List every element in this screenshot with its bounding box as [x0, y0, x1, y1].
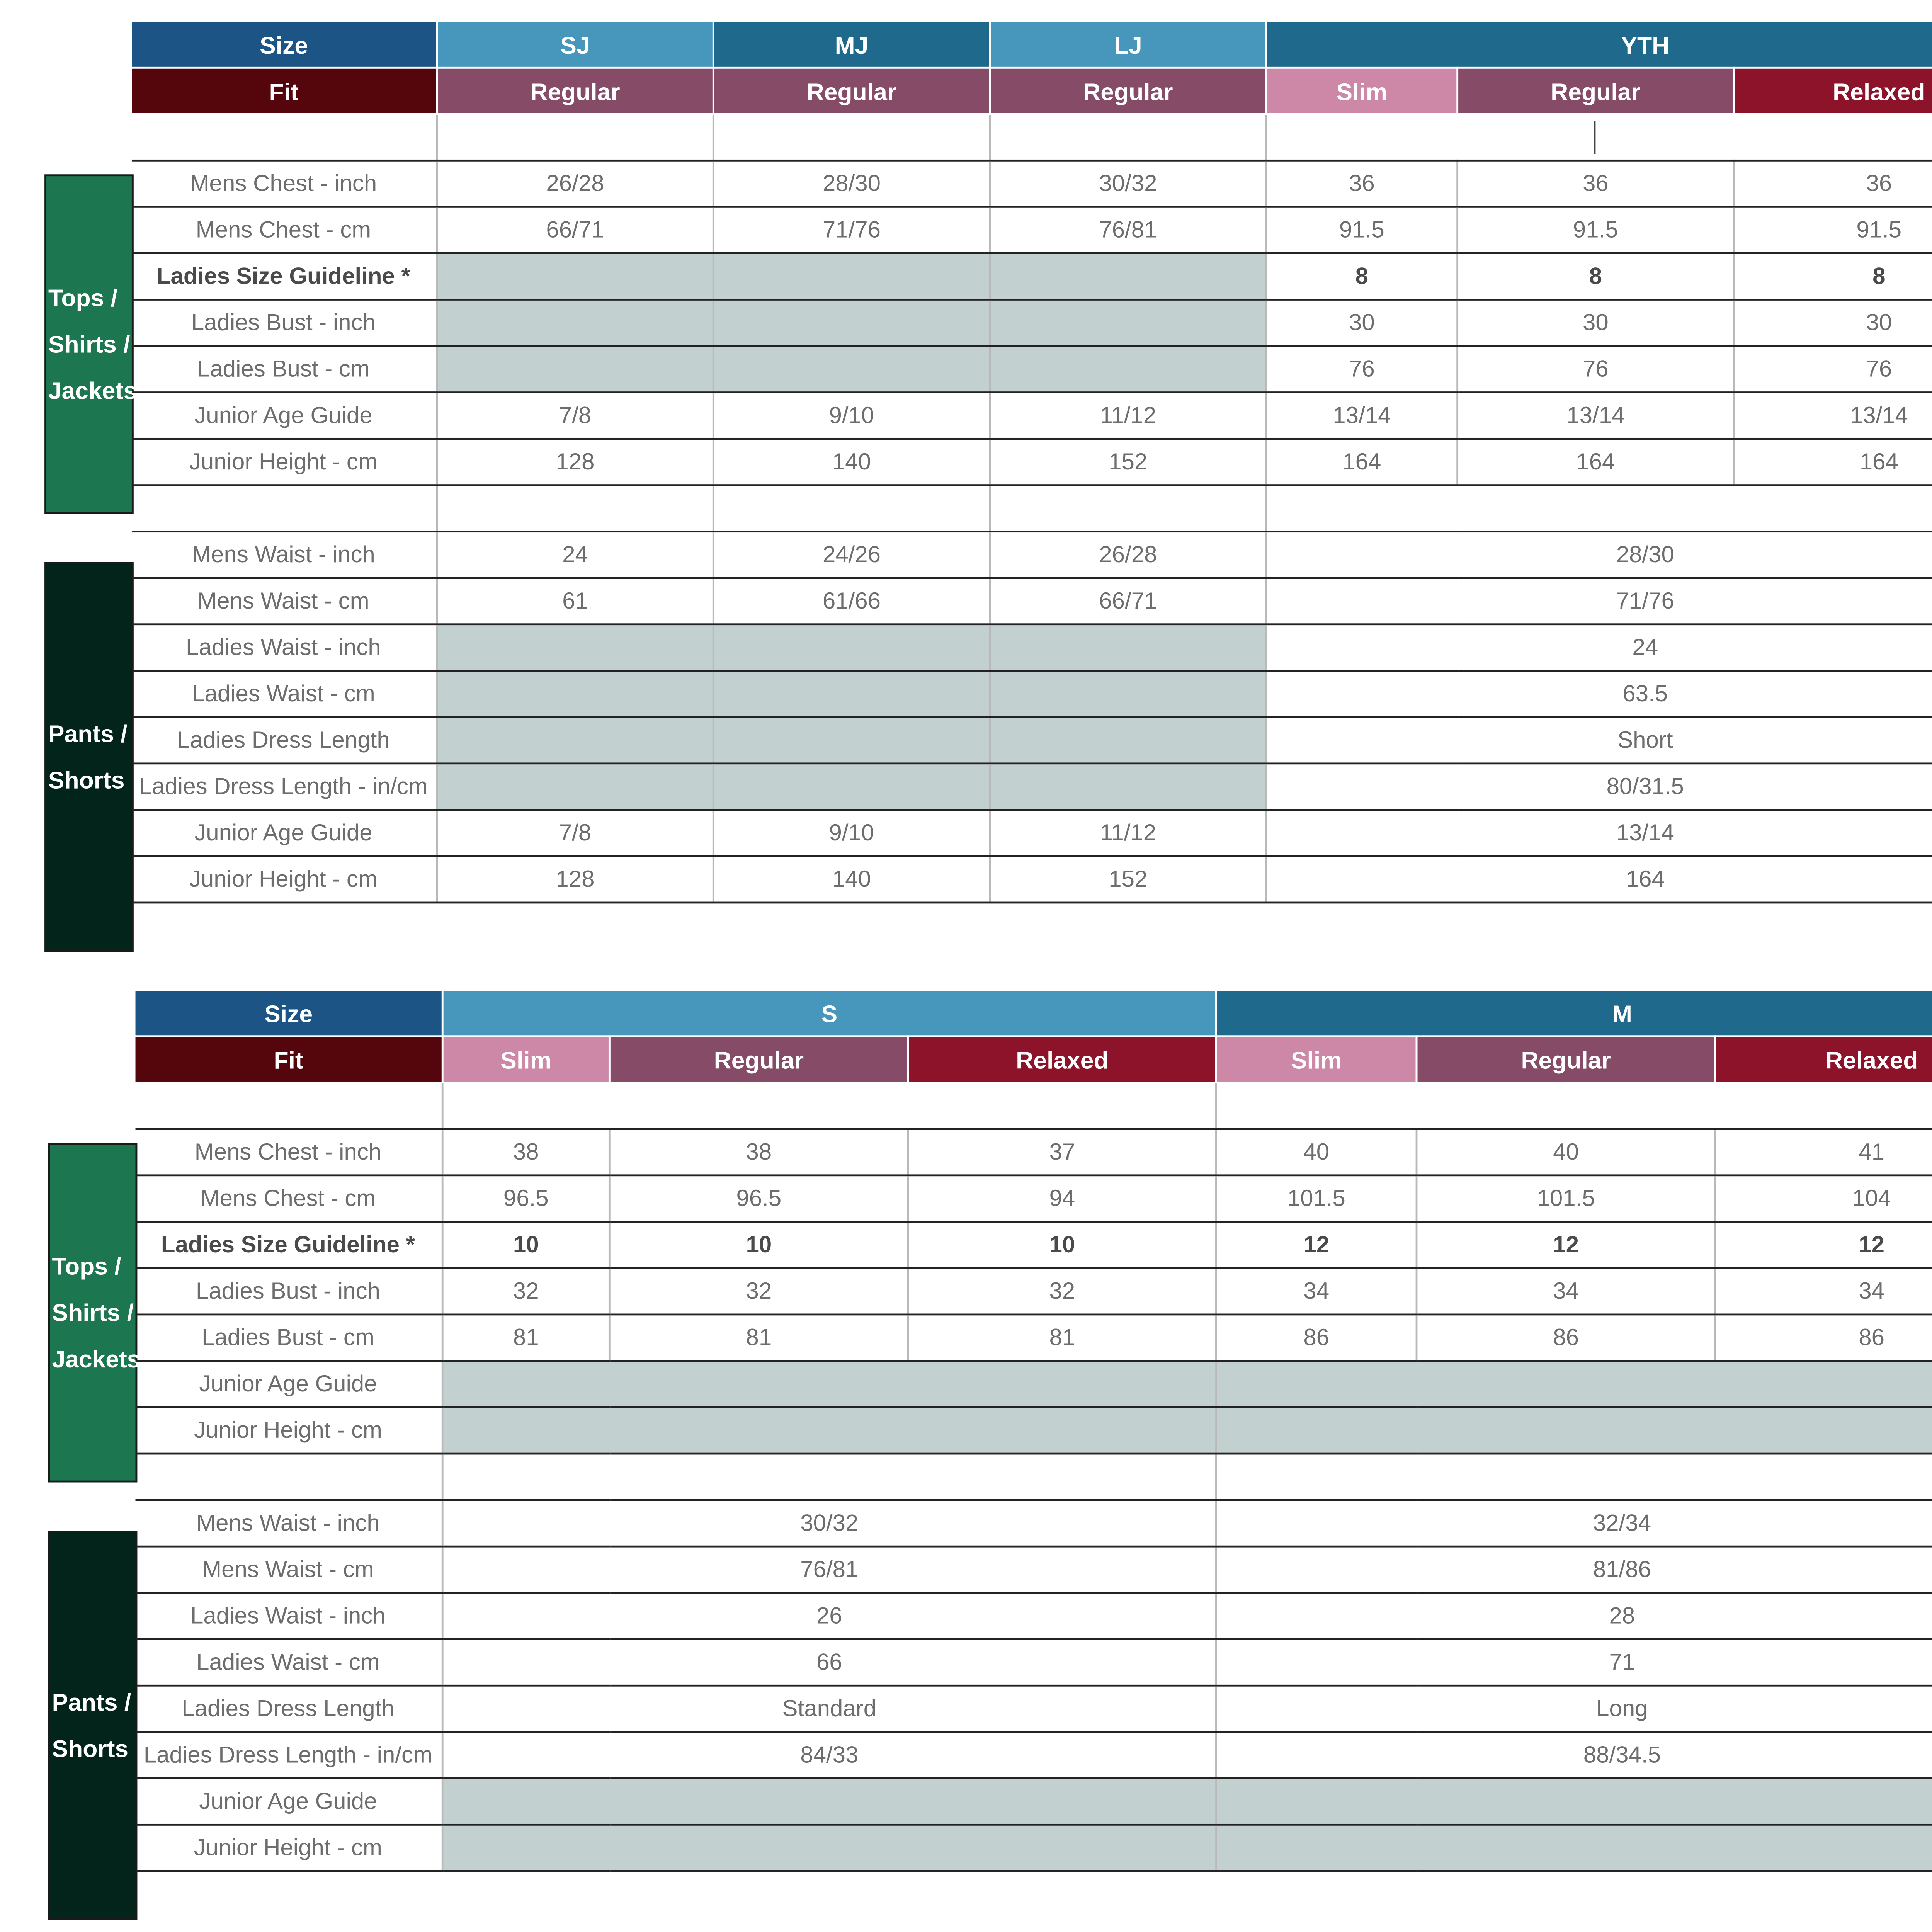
value-cell: 32/34	[1216, 1500, 1932, 1546]
size-m: M	[1216, 991, 1932, 1036]
value-cell: 24	[1266, 624, 1932, 671]
value-cell: 13/14	[1734, 393, 1932, 439]
not-applicable-cell	[990, 717, 1266, 764]
not-applicable-cell	[713, 299, 990, 346]
value-cell: 13/14	[1266, 810, 1932, 856]
value-cell: 40	[1417, 1129, 1715, 1175]
row-label: Ladies Dress Length - in/cm	[134, 1732, 442, 1778]
table-row	[131, 717, 1932, 764]
table-row	[131, 810, 1932, 856]
spacer-row	[131, 485, 1932, 532]
value-cell: 34	[1216, 1268, 1417, 1315]
value-cell: 84/33	[442, 1732, 1216, 1778]
value-cell: 81	[908, 1315, 1216, 1361]
table-row	[131, 439, 1932, 485]
value-cell: 81	[609, 1315, 908, 1361]
not-applicable-cell	[437, 671, 713, 717]
fit-cell: Slim	[1216, 1036, 1417, 1083]
not-applicable-cell	[442, 1361, 1216, 1407]
value-cell: 30/32	[442, 1500, 1216, 1546]
row-label: Ladies Dress Length - in/cm	[131, 764, 437, 810]
table-row	[131, 671, 1932, 717]
size-mj: MJ	[713, 22, 990, 68]
table-row	[131, 393, 1932, 439]
not-applicable-cell	[442, 1407, 1216, 1454]
size-sj: SJ	[437, 22, 713, 68]
fit-cell: Slim	[442, 1036, 609, 1083]
fit-cell: Regular	[609, 1036, 908, 1083]
size-header-row	[134, 991, 1932, 1036]
not-applicable-cell	[713, 624, 990, 671]
value-cell: 61	[437, 578, 713, 624]
pants-shorts-label: Pants / Shorts	[44, 562, 133, 952]
value-cell: 101.5	[1417, 1175, 1715, 1222]
value-cell: 12	[1715, 1222, 1932, 1268]
row-label: Ladies Dress Length	[134, 1685, 442, 1732]
value-cell: 36	[1458, 160, 1734, 207]
not-applicable-cell	[713, 717, 990, 764]
row-label: Ladies Bust - inch	[134, 1268, 442, 1315]
value-cell: 8	[1458, 253, 1734, 299]
size-header-label: Size	[134, 991, 442, 1036]
table-row	[134, 1639, 1932, 1685]
value-cell: 71/76	[1266, 578, 1932, 624]
fit-cell: Regular	[1417, 1036, 1715, 1083]
value-cell: 66/71	[437, 207, 713, 253]
not-applicable-cell	[437, 253, 713, 299]
value-cell: 9/10	[713, 810, 990, 856]
table-row	[131, 578, 1932, 624]
value-cell: 28/30	[713, 160, 990, 207]
not-applicable-cell	[990, 671, 1266, 717]
value-cell: 28/30	[1266, 532, 1932, 578]
value-cell: 66	[442, 1639, 1216, 1685]
value-cell: 26/28	[437, 160, 713, 207]
row-label: Mens Waist - inch	[131, 532, 437, 578]
row-label: Ladies Bust - inch	[131, 299, 437, 346]
row-label: Junior Height - cm	[131, 439, 437, 485]
value-cell: 71	[1216, 1639, 1932, 1685]
value-cell: 94	[908, 1175, 1216, 1222]
size-yth: YTH	[1266, 22, 1932, 68]
table-row	[134, 1732, 1932, 1778]
value-cell: 96.5	[442, 1175, 609, 1222]
not-applicable-cell	[1216, 1825, 1932, 1871]
not-applicable-cell	[1216, 1778, 1932, 1825]
value-cell: 8	[1734, 253, 1932, 299]
not-applicable-cell	[442, 1778, 1216, 1825]
value-cell: 152	[990, 856, 1266, 903]
not-applicable-cell	[1216, 1407, 1932, 1454]
value-cell: 9/10	[713, 393, 990, 439]
value-cell: Long	[1216, 1685, 1932, 1732]
not-applicable-cell	[437, 764, 713, 810]
value-cell: 24	[437, 532, 713, 578]
value-cell: 7/8	[437, 393, 713, 439]
value-cell: 76/81	[990, 207, 1266, 253]
not-applicable-cell	[713, 253, 990, 299]
value-cell: 104	[1715, 1175, 1932, 1222]
row-label: Junior Age Guide	[134, 1778, 442, 1825]
spacer-row	[131, 114, 1932, 160]
not-applicable-cell	[1216, 1361, 1932, 1407]
value-cell: 152	[990, 439, 1266, 485]
row-label: Ladies Size Guideline *	[131, 253, 437, 299]
fit-cell: Regular	[990, 68, 1266, 114]
value-cell: 91.5	[1734, 207, 1932, 253]
value-cell: 26/28	[990, 532, 1266, 578]
not-applicable-cell	[713, 764, 990, 810]
value-cell: 32	[609, 1268, 908, 1315]
row-label: Mens Chest - cm	[131, 207, 437, 253]
value-cell: 32	[908, 1268, 1216, 1315]
value-cell: 63.5	[1266, 671, 1932, 717]
size-s: S	[442, 991, 1216, 1036]
row-label: Ladies Waist - inch	[134, 1593, 442, 1639]
spacer-row	[134, 1083, 1932, 1129]
value-cell: 91.5	[1458, 207, 1734, 253]
value-cell: 7/8	[437, 810, 713, 856]
value-cell: 38	[442, 1129, 609, 1175]
size-header-label: Size	[131, 22, 437, 68]
table-row	[131, 253, 1932, 299]
value-cell: 10	[908, 1222, 1216, 1268]
value-cell: 140	[713, 856, 990, 903]
fit-header-label: Fit	[131, 68, 437, 114]
table-row	[134, 1268, 1932, 1315]
value-cell: 66/71	[990, 578, 1266, 624]
table-row	[134, 1500, 1932, 1546]
value-cell: 86	[1417, 1315, 1715, 1361]
table-row	[134, 1407, 1932, 1454]
table-row	[131, 207, 1932, 253]
value-cell: 28	[1216, 1593, 1932, 1639]
row-label: Junior Height - cm	[134, 1407, 442, 1454]
size-header-row	[131, 22, 1932, 68]
tops-shirts-jackets-label: Tops / Shirts / Jackets	[48, 1143, 137, 1483]
value-cell: 101.5	[1216, 1175, 1417, 1222]
value-cell: 164	[1458, 439, 1734, 485]
value-cell: 26	[442, 1593, 1216, 1639]
table-row	[134, 1778, 1932, 1825]
value-cell: 96.5	[609, 1175, 908, 1222]
not-applicable-cell	[990, 299, 1266, 346]
size-table-block-2	[134, 991, 1932, 1872]
value-cell: 30	[1458, 299, 1734, 346]
table-row	[131, 624, 1932, 671]
row-label: Ladies Waist - inch	[131, 624, 437, 671]
pants-shorts-label: Pants / Shorts	[48, 1531, 137, 1920]
table-row	[131, 160, 1932, 207]
table-row	[131, 532, 1932, 578]
not-applicable-cell	[442, 1825, 1216, 1871]
value-cell: 76	[1458, 346, 1734, 392]
table-row	[131, 346, 1932, 392]
value-cell: 10	[442, 1222, 609, 1268]
value-cell: Short	[1266, 717, 1932, 764]
value-cell: 11/12	[990, 393, 1266, 439]
row-label: Ladies Dress Length	[131, 717, 437, 764]
table-row	[134, 1222, 1932, 1268]
fit-cell: Regular	[437, 68, 713, 114]
table-row	[131, 299, 1932, 346]
value-cell: 164	[1734, 439, 1932, 485]
value-cell: 41	[1715, 1129, 1932, 1175]
value-cell: 81/86	[1216, 1546, 1932, 1593]
value-cell: 13/14	[1458, 393, 1734, 439]
row-label: Ladies Bust - cm	[134, 1315, 442, 1361]
row-label: Mens Chest - inch	[134, 1129, 442, 1175]
value-cell: 164	[1266, 856, 1932, 903]
table-row	[131, 856, 1932, 903]
value-cell: 34	[1417, 1268, 1715, 1315]
table-row	[134, 1685, 1932, 1732]
value-cell: 88/34.5	[1216, 1732, 1932, 1778]
value-cell: 140	[713, 439, 990, 485]
table-row	[134, 1175, 1932, 1222]
value-cell: 30/32	[990, 160, 1266, 207]
value-cell: 13/14	[1266, 393, 1458, 439]
row-label: Ladies Waist - cm	[131, 671, 437, 717]
row-label: Ladies Size Guideline *	[134, 1222, 442, 1268]
row-label: Mens Waist - cm	[134, 1546, 442, 1593]
fit-cell: Relaxed	[1734, 68, 1932, 114]
size-table-block-1	[130, 22, 1932, 904]
value-cell: 86	[1216, 1315, 1417, 1361]
table-row	[134, 1593, 1932, 1639]
value-cell: 76/81	[442, 1546, 1216, 1593]
row-label: Mens Chest - inch	[131, 160, 437, 207]
fit-header-row	[131, 68, 1932, 114]
value-cell: 128	[437, 856, 713, 903]
row-label: Mens Chest - cm	[134, 1175, 442, 1222]
row-label: Junior Age Guide	[134, 1361, 442, 1407]
value-cell: 36	[1734, 160, 1932, 207]
row-label: Ladies Bust - cm	[131, 346, 437, 392]
table-row	[134, 1361, 1932, 1407]
not-applicable-cell	[990, 764, 1266, 810]
row-label: Junior Height - cm	[134, 1825, 442, 1871]
value-cell: 12	[1216, 1222, 1417, 1268]
fit-header-label: Fit	[134, 1036, 442, 1083]
row-label: Junior Age Guide	[131, 810, 437, 856]
value-cell: Standard	[442, 1685, 1216, 1732]
value-cell: 30	[1734, 299, 1932, 346]
tops-shirts-jackets-label: Tops / Shirts / Jackets	[44, 174, 133, 514]
spacer-row	[134, 1454, 1932, 1500]
row-label: Junior Age Guide	[131, 393, 437, 439]
value-cell: 61/66	[713, 578, 990, 624]
fit-cell: Relaxed	[1715, 1036, 1932, 1083]
row-label: Junior Height - cm	[131, 856, 437, 903]
value-cell: 38	[609, 1129, 908, 1175]
value-cell: 76	[1266, 346, 1458, 392]
not-applicable-cell	[437, 717, 713, 764]
fit-cell: Relaxed	[908, 1036, 1216, 1083]
fit-cell: Slim	[1266, 68, 1458, 114]
value-cell: 86	[1715, 1315, 1932, 1361]
not-applicable-cell	[437, 299, 713, 346]
not-applicable-cell	[990, 346, 1266, 392]
row-label: Ladies Waist - cm	[134, 1639, 442, 1685]
value-cell: 71/76	[713, 207, 990, 253]
table-row	[131, 764, 1932, 810]
value-cell: 11/12	[990, 810, 1266, 856]
value-cell: 10	[609, 1222, 908, 1268]
value-cell: 76	[1734, 346, 1932, 392]
value-cell: 37	[908, 1129, 1216, 1175]
row-label: Mens Waist - cm	[131, 578, 437, 624]
table-row	[134, 1825, 1932, 1871]
value-cell: 128	[437, 439, 713, 485]
value-cell: 80/31.5	[1266, 764, 1932, 810]
value-cell: 24/26	[713, 532, 990, 578]
not-applicable-cell	[713, 671, 990, 717]
row-label: Mens Waist - inch	[134, 1500, 442, 1546]
value-cell: 164	[1266, 439, 1458, 485]
table-row	[134, 1129, 1932, 1175]
value-cell: 12	[1417, 1222, 1715, 1268]
size-lj: LJ	[990, 22, 1266, 68]
fit-header-row	[134, 1036, 1932, 1083]
value-cell: 32	[442, 1268, 609, 1315]
value-cell: 8	[1266, 253, 1458, 299]
value-cell: 34	[1715, 1268, 1932, 1315]
value-cell: 81	[442, 1315, 609, 1361]
not-applicable-cell	[713, 346, 990, 392]
value-cell: 36	[1266, 160, 1458, 207]
value-cell: 91.5	[1266, 207, 1458, 253]
fit-cell: Regular	[1458, 68, 1734, 114]
value-cell: 30	[1266, 299, 1458, 346]
fit-cell: Regular	[713, 68, 990, 114]
not-applicable-cell	[437, 346, 713, 392]
not-applicable-cell	[990, 253, 1266, 299]
not-applicable-cell	[437, 624, 713, 671]
not-applicable-cell	[990, 624, 1266, 671]
table-row	[134, 1546, 1932, 1593]
table-row	[134, 1315, 1932, 1361]
value-cell: 40	[1216, 1129, 1417, 1175]
